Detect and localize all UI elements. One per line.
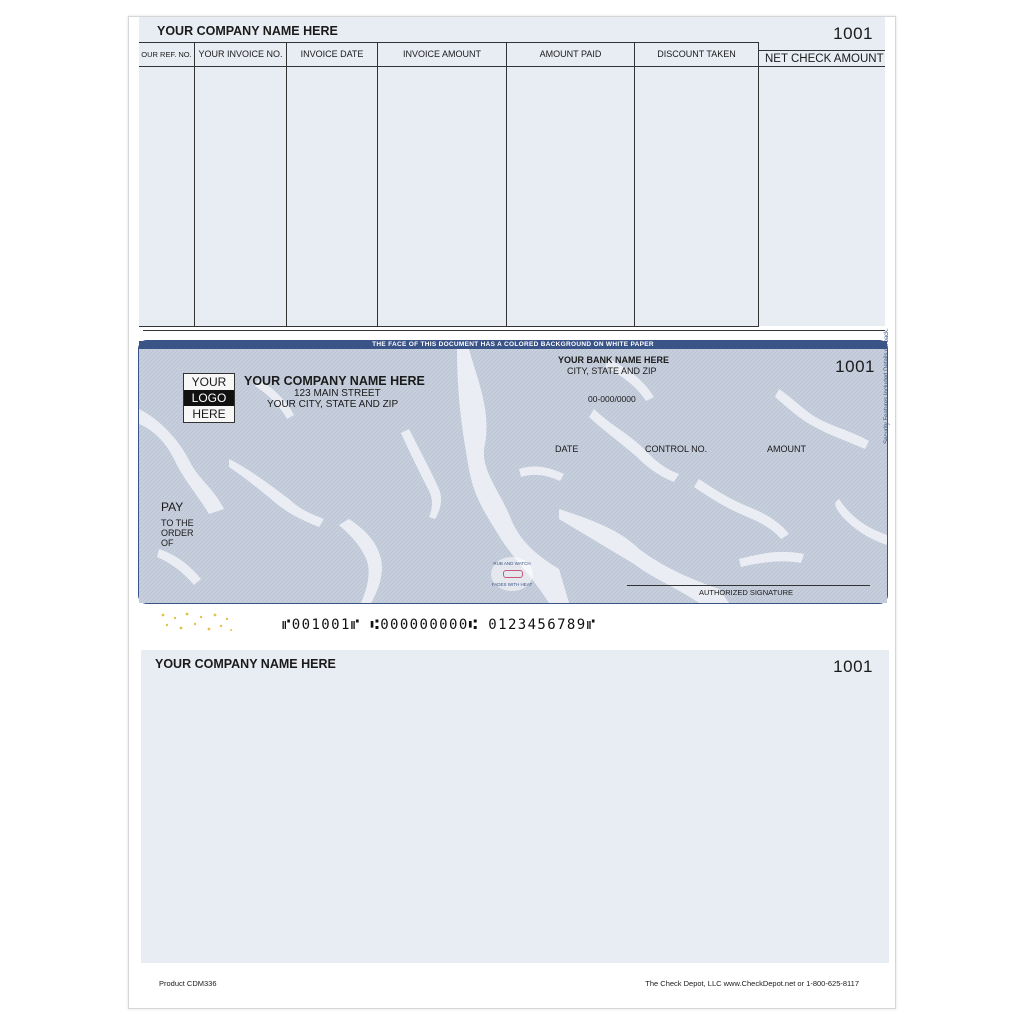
logo-line: YOUR bbox=[191, 375, 227, 389]
check-number: 1001 bbox=[835, 357, 875, 376]
order-line: OF bbox=[161, 538, 174, 548]
pay-label: PAY bbox=[161, 500, 184, 514]
divider bbox=[759, 50, 885, 51]
column-header: INVOICE DATE bbox=[287, 43, 377, 67]
divider bbox=[759, 66, 885, 67]
column-header: AMOUNT PAID bbox=[507, 43, 634, 67]
check-sheet bbox=[128, 16, 896, 1009]
column-header: INVOICE AMOUNT bbox=[378, 43, 506, 67]
bottom-stub bbox=[141, 650, 889, 963]
vendor-info: The Check Depot, LLC www.CheckDepot.net or 1-800-625-8117 bbox=[645, 979, 859, 988]
column-invoice-no bbox=[195, 43, 287, 326]
security-features-text: Security Features Included Details on back. bbox=[884, 328, 890, 444]
net-check-amount-label: NET CHECK AMOUNT bbox=[765, 53, 884, 65]
check-content bbox=[139, 328, 890, 603]
remittance-table bbox=[139, 42, 759, 327]
column-header: DISCOUNT TAKEN bbox=[635, 43, 758, 67]
bank-name: YOUR BANK NAME HERE bbox=[558, 355, 670, 365]
payer-address-line2: YOUR CITY, STATE AND ZIP bbox=[267, 399, 399, 410]
amount-label: AMOUNT bbox=[767, 444, 806, 454]
column-header: OUR REF. NO. bbox=[139, 43, 194, 67]
top-stub-company-name: YOUR COMPANY NAME HERE bbox=[157, 24, 338, 38]
logo-placeholder bbox=[183, 373, 235, 423]
column-amount-paid bbox=[507, 43, 635, 326]
top-stub bbox=[139, 17, 885, 326]
seal-bottom-text: FADES WITH HEAT bbox=[491, 582, 533, 587]
check-face bbox=[138, 328, 890, 604]
logo-line: HERE bbox=[192, 407, 226, 421]
control-number-label: CONTROL NO. bbox=[645, 444, 708, 454]
holographic-foil-icon bbox=[157, 611, 235, 633]
heat-sensitive-seal-icon bbox=[491, 557, 533, 591]
perforation-line bbox=[143, 330, 885, 331]
bottom-stub-company-name: YOUR COMPANY NAME HERE bbox=[155, 657, 336, 671]
to-the-order-of-label bbox=[161, 518, 194, 548]
signature-line bbox=[627, 585, 870, 586]
payer-address-line1: 123 MAIN STREET bbox=[294, 388, 381, 399]
order-line: TO THE bbox=[161, 518, 194, 528]
column-header: YOUR INVOICE NO. bbox=[195, 43, 286, 67]
order-line: ORDER bbox=[161, 528, 194, 538]
bank-address: CITY, STATE AND ZIP bbox=[567, 366, 657, 376]
micr-line: ⑈001001⑈ ⑆000000000⑆ 0123456789⑈ bbox=[282, 617, 597, 633]
column-our-ref bbox=[139, 43, 195, 326]
product-code: Product CDM336 bbox=[159, 979, 217, 988]
date-label: DATE bbox=[555, 444, 579, 454]
seal-top-text: RUB AND WATCH bbox=[493, 561, 531, 566]
signature-label: AUTHORIZED SIGNATURE bbox=[699, 588, 794, 597]
column-invoice-amount bbox=[378, 43, 507, 326]
bottom-stub-check-number: 1001 bbox=[833, 657, 873, 676]
logo-line: LOGO bbox=[184, 390, 234, 406]
payer-company-name: YOUR COMPANY NAME HERE bbox=[244, 374, 425, 388]
column-invoice-date bbox=[287, 43, 378, 326]
fraction-code: 00-000/0000 bbox=[588, 394, 636, 404]
security-banner: THE FACE OF THIS DOCUMENT HAS A COLORED BACKGROUND ON WHITE PAPER bbox=[139, 341, 887, 349]
column-discount-taken bbox=[635, 43, 759, 326]
top-stub-check-number: 1001 bbox=[833, 24, 873, 43]
key-icon bbox=[503, 570, 523, 578]
